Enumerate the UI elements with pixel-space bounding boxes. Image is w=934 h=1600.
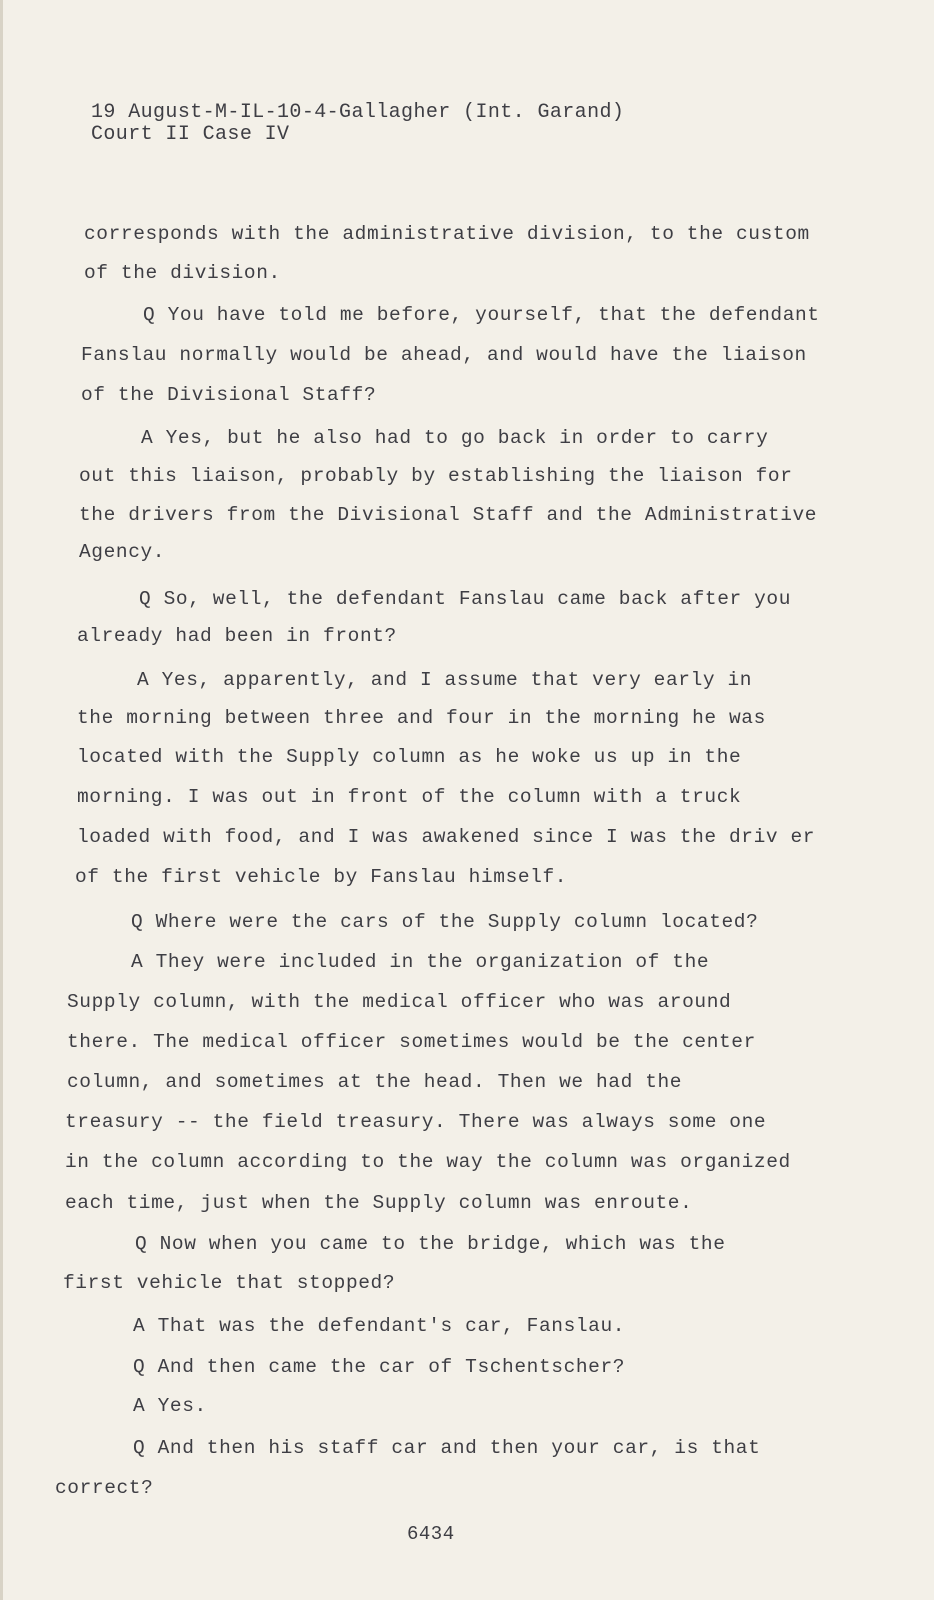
text-line: A They were included in the organization of the xyxy=(131,951,710,973)
text-line: A Yes, but he also had to go back in order to carry xyxy=(141,427,769,449)
text-line: Supply column, with the medical officer who was around xyxy=(67,991,732,1013)
header-line-2: Court II Case IV xyxy=(91,123,290,146)
document-header xyxy=(91,102,624,146)
text-line: morning. I was out in front of the column with a truck xyxy=(77,786,742,808)
text-line: treasury -- the field treasury. There was always some one xyxy=(65,1111,767,1133)
text-line: located with the Supply column as he woke us up in the xyxy=(77,746,742,768)
text-line: of the division. xyxy=(84,262,281,284)
text-line: Q So, well, the defendant Fanslau came back after you xyxy=(139,588,792,610)
text-line: correct? xyxy=(55,1477,154,1499)
text-line: loaded with food, and I was awakened since I was the driv er xyxy=(77,826,816,848)
text-line: column, and sometimes at the head. Then we had the xyxy=(67,1071,683,1093)
text-line: first vehicle that stopped? xyxy=(63,1272,396,1294)
text-line: Q And then his staff car and then your car, is that xyxy=(133,1437,761,1459)
text-line: each time, just when the Supply column was enroute. xyxy=(65,1192,693,1214)
text-line: A That was the defendant's car, Fanslau. xyxy=(133,1315,626,1337)
text-line: corresponds with the administrative division, to the custom xyxy=(84,223,810,245)
text-line: there. The medical officer sometimes would be the center xyxy=(67,1031,756,1053)
page-number: 6434 xyxy=(407,1523,455,1545)
text-line: already had been in front? xyxy=(77,625,397,647)
text-line: out this liaison, probably by establishing the liaison for xyxy=(79,465,793,487)
text-line: A Yes, apparently, and I assume that very early in xyxy=(137,669,753,691)
text-line: the drivers from the Divisional Staff and the Administrative xyxy=(79,504,818,526)
text-line: Fanslau normally would be ahead, and would have the liaison xyxy=(81,344,807,366)
text-line: Q Now when you came to the bridge, which was the xyxy=(135,1233,726,1255)
text-line: Q And then came the car of Tschentscher? xyxy=(133,1356,626,1378)
header-line-1: 19 August-M-IL-10-4-Gallagher (Int. Garand) xyxy=(91,101,625,124)
text-line: Agency. xyxy=(79,541,166,563)
text-line: Q You have told me before, yourself, that the defendant xyxy=(143,304,820,326)
text-line: of the first vehicle by Fanslau himself. xyxy=(75,866,568,888)
text-line: in the column according to the way the column was organized xyxy=(65,1151,791,1173)
text-line: A Yes. xyxy=(133,1395,207,1417)
text-line: of the Divisional Staff? xyxy=(81,384,377,406)
text-line: the morning between three and four in the morning he was xyxy=(77,707,766,729)
text-line: Q Where were the cars of the Supply column located? xyxy=(131,911,759,933)
